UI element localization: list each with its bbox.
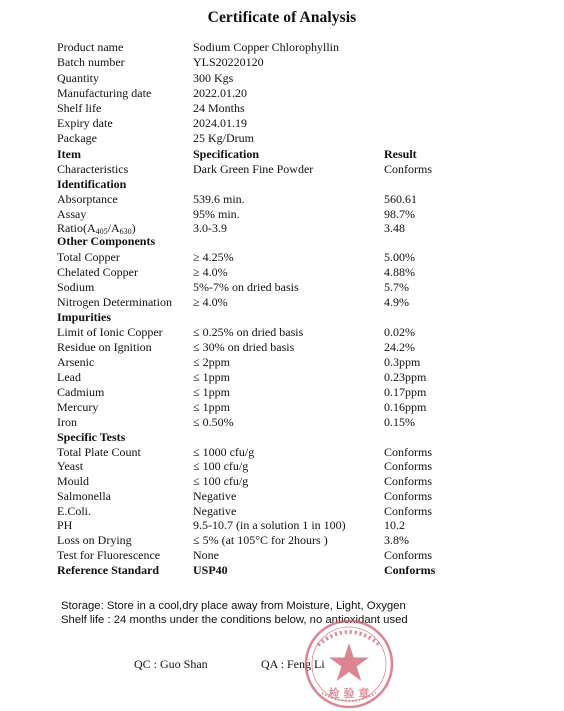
ratio-sub2: 630	[119, 227, 132, 236]
reference-standard-row	[0, 563, 564, 578]
section-heading: Specific Tests	[57, 430, 126, 444]
info-row	[0, 86, 564, 101]
result-cell: 5.7%	[384, 280, 409, 294]
specification-cell: ≥ 4.25%	[193, 250, 234, 264]
result-cell: 0.16ppm	[384, 400, 427, 414]
table-row	[0, 162, 564, 177]
specification-cell: 25 Kg/Drum	[193, 131, 254, 145]
result-cell: Conforms	[384, 504, 432, 518]
specification-cell: 539.6 min.	[193, 192, 245, 206]
item-cell: Expiry date	[57, 116, 113, 130]
specification-cell: YLS20220120	[193, 55, 264, 69]
specification-cell: ≤ 100 cfu/g	[193, 459, 249, 473]
table-row	[0, 504, 564, 519]
item-cell: Manufacturing date	[57, 86, 152, 100]
specification-cell: USP40	[193, 563, 228, 577]
specification-cell: ≤ 0.50%	[193, 415, 234, 429]
result-cell: 10.2	[384, 518, 405, 532]
item-cell: Total Copper	[57, 250, 120, 264]
qa-signature: QA : Feng Li	[261, 657, 325, 671]
result-cell: 3.8%	[384, 533, 409, 547]
specification-cell: 2022.01.20	[193, 86, 247, 100]
info-row	[0, 101, 564, 116]
specification-cell: Dark Green Fine Powder	[193, 162, 314, 176]
item-cell: Mercury	[57, 400, 99, 414]
specification-cell: ≤ 0.25% on dried basis	[193, 325, 304, 339]
table-row	[0, 207, 564, 222]
result-cell: 0.23ppm	[384, 370, 427, 384]
item-cell: Mould	[57, 474, 90, 488]
item-cell: Limit of Ionic Copper	[57, 325, 163, 339]
specification-cell: 2024.01.19	[193, 116, 247, 130]
table-row	[0, 445, 564, 460]
specification-cell: Sodium Copper Chlorophyllin	[193, 40, 340, 54]
table-row	[0, 400, 564, 415]
specification-cell: ≥ 4.0%	[193, 265, 228, 279]
table-row	[0, 265, 564, 280]
item-cell: Total Plate Count	[57, 445, 141, 459]
result-cell: 3.48	[384, 221, 405, 235]
specification-cell: 5%-7% on dried basis	[193, 280, 299, 294]
info-row	[0, 40, 564, 55]
item-cell: Test for Fluorescence	[57, 548, 161, 562]
result-cell: 98.7%	[384, 207, 415, 221]
result-cell: 560.61	[384, 192, 417, 206]
result-cell: 4.88%	[384, 265, 415, 279]
specification-cell: ≤ 1ppm	[193, 400, 230, 414]
seal-text: 检 验 章	[328, 687, 370, 700]
result-cell: Conforms	[384, 459, 432, 473]
specification-cell: None	[193, 548, 219, 562]
specification-cell: Specification	[193, 147, 259, 161]
specification-cell: Negative	[193, 504, 237, 518]
info-row	[0, 131, 564, 146]
result-cell: 0.02%	[384, 325, 415, 339]
ratio-prefix: Ratio(A	[57, 221, 96, 235]
item-cell: Lead	[57, 370, 81, 384]
result-cell: 0.3ppm	[384, 355, 421, 369]
item-cell: PH	[57, 518, 73, 532]
item-cell: Product name	[57, 40, 124, 54]
specification-cell: ≤ 2ppm	[193, 355, 230, 369]
section-heading: Other Components	[57, 234, 156, 248]
result-cell: Conforms	[384, 563, 436, 577]
ratio-mid: /A	[107, 221, 120, 235]
specification-cell: 3.0-3.9	[193, 221, 227, 235]
storage-note: Storage: Store in a cool,dry place away from Moisture, Light, Oxygen	[61, 600, 406, 612]
specification-cell: 95% min.	[193, 207, 240, 221]
item-cell: Absorptance	[57, 192, 118, 206]
specification-cell: ≤ 1ppm	[193, 385, 230, 399]
table-row	[0, 340, 564, 355]
item-cell: E.Coli.	[57, 504, 92, 518]
item-cell: Salmonella	[57, 489, 111, 503]
shelf-life-note: Shelf life : 24 months under the conditions below, no antioxidant used	[61, 614, 408, 626]
table-row	[0, 192, 564, 207]
table-row	[0, 295, 564, 310]
specification-cell: Negative	[193, 489, 237, 503]
item-cell: Batch number	[57, 55, 125, 69]
result-cell: 4.9%	[384, 295, 409, 309]
specification-cell: ≤ 5% (at 105°C for 2hours )	[193, 533, 328, 547]
item-cell: Arsenic	[57, 355, 95, 369]
table-row	[0, 518, 564, 533]
table-row	[0, 280, 564, 295]
item-cell: Quantity	[57, 71, 99, 85]
specification-cell: 9.5-10.7 (in a solution 1 in 100)	[193, 518, 346, 532]
item-cell: Nitrogen Determination	[57, 295, 172, 309]
table-row	[0, 325, 564, 340]
table-header	[0, 147, 564, 162]
inspection-seal	[302, 617, 396, 711]
ratio-sub1: 405	[95, 227, 108, 236]
seal-star-icon	[329, 643, 369, 681]
result-cell: 0.17ppm	[384, 385, 427, 399]
item-cell: Iron	[57, 415, 77, 429]
item-cell: Yeast	[57, 459, 84, 473]
section-heading: Impurities	[57, 310, 111, 324]
specification-cell: 24 Months	[193, 101, 245, 115]
table-row	[0, 474, 564, 489]
specification-cell: 300 Kgs	[193, 71, 234, 85]
specification-cell: ≤ 30% on dried basis	[193, 340, 295, 354]
result-cell: 0.15%	[384, 415, 415, 429]
item-cell: Loss on Drying	[57, 533, 132, 547]
item-cell: Shelf life	[57, 101, 102, 115]
item-cell: Characteristics	[57, 162, 129, 176]
table-row	[0, 459, 564, 474]
table-row	[0, 355, 564, 370]
table-row	[0, 489, 564, 504]
item-cell: Item	[57, 147, 81, 161]
specification-cell: ≤ 1ppm	[193, 370, 230, 384]
item-cell: Assay	[57, 207, 87, 221]
result-cell: Conforms	[384, 474, 432, 488]
result-cell: Conforms	[384, 548, 432, 562]
item-cell: Reference Standard	[57, 563, 160, 577]
item-cell: Residue on Ignition	[57, 340, 152, 354]
table-row	[0, 415, 564, 430]
specification-cell: ≤ 100 cfu/g	[193, 474, 249, 488]
info-row	[0, 71, 564, 86]
item-cell: Sodium	[57, 280, 95, 294]
item-cell: Cadmium	[57, 385, 105, 399]
ratio-suffix: )	[131, 221, 136, 235]
table-row	[0, 533, 564, 548]
specification-cell: ≥ 4.0%	[193, 295, 228, 309]
qc-signature: QC : Guo Shan	[134, 657, 208, 671]
table-row	[0, 370, 564, 385]
result-cell: 24.2%	[384, 340, 415, 354]
result-cell: 5.00%	[384, 250, 415, 264]
table-row	[0, 548, 564, 563]
result-cell: Conforms	[384, 489, 432, 503]
table-row	[0, 250, 564, 265]
result-cell: Result	[384, 147, 417, 161]
result-cell: Conforms	[384, 445, 432, 459]
item-cell: Chelated Copper	[57, 265, 138, 279]
item-cell: Package	[57, 131, 97, 145]
info-row	[0, 116, 564, 131]
result-cell: Conforms	[384, 162, 432, 176]
table-row	[0, 385, 564, 400]
section-heading: Identification	[57, 177, 127, 191]
info-row	[0, 55, 564, 70]
document-title: Certificate of Analysis	[207, 9, 357, 26]
specification-cell: ≤ 1000 cfu/g	[193, 445, 255, 459]
